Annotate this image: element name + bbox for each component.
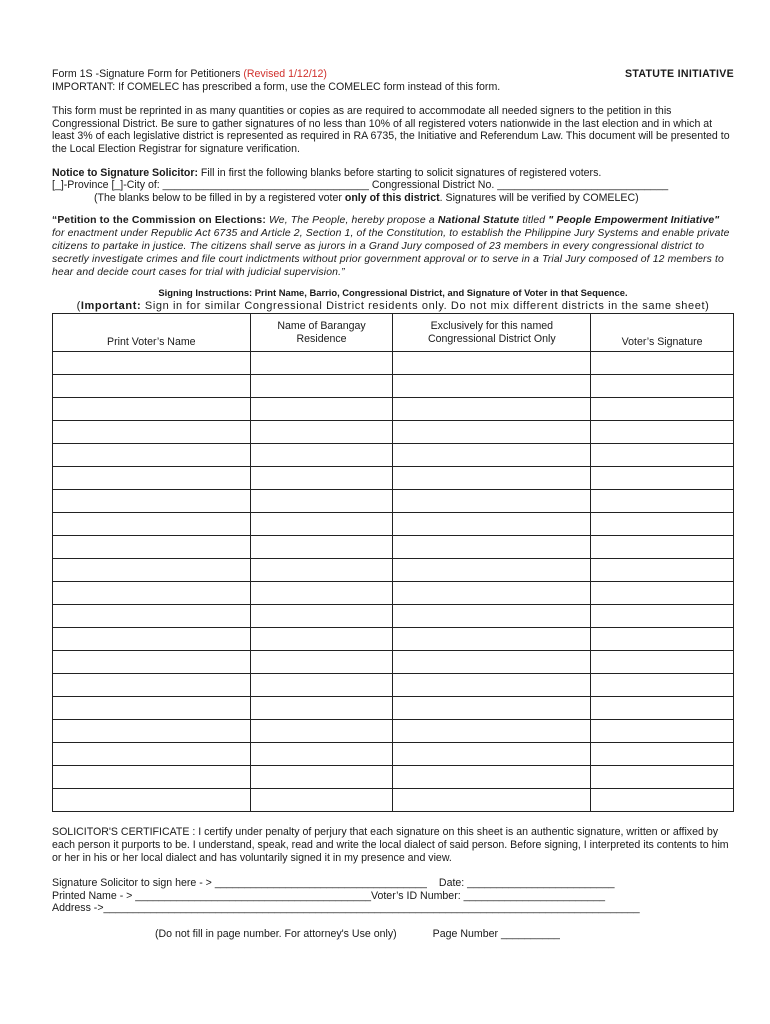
solicitor-signature-field[interactable]: Signature Solicitor to sign here - > ____________________________________ [52, 877, 427, 890]
signature-cell[interactable] [591, 559, 734, 582]
barangay-cell[interactable] [250, 513, 393, 536]
signature-cell[interactable] [591, 697, 734, 720]
barangay-cell[interactable] [250, 674, 393, 697]
signature-cell[interactable] [591, 789, 734, 812]
district-cell[interactable] [393, 720, 591, 743]
district-cell[interactable] [393, 490, 591, 513]
signature-cell[interactable] [591, 421, 734, 444]
blanks-note-c: . Signatures will be verified by COMELEC) [439, 191, 639, 204]
header-barangay: Name of Barangay Residence [250, 314, 393, 352]
table-row [53, 559, 734, 582]
barangay-cell[interactable] [250, 398, 393, 421]
petition-text-a: We, The People, hereby propose a [265, 215, 438, 227]
petition-title: " People Empowerment Initiative" [548, 215, 720, 227]
signing-instructions: Signing Instructions: Print Name, Barrio, Congressional District, and Signature of Voter in that Sequence. [158, 287, 628, 299]
petition-label: “Petition to the Commission on Elections: [52, 215, 266, 227]
voter-name-cell[interactable] [53, 559, 251, 582]
district-cell[interactable] [393, 421, 591, 444]
barangay-cell[interactable] [250, 697, 393, 720]
signature-cell[interactable] [591, 766, 734, 789]
table-row [53, 766, 734, 789]
district-cell[interactable] [393, 582, 591, 605]
voter-name-cell[interactable] [53, 421, 251, 444]
important-comelec-note: IMPORTANT: If COMELEC has prescribed a form, use the COMELEC form instead of this form. [52, 80, 501, 93]
barangay-cell[interactable] [250, 467, 393, 490]
table-row [53, 490, 734, 513]
barangay-cell[interactable] [250, 352, 393, 375]
important-text: Sign in for similar Congressional District residents only. Do not mix different districts in the same sheet) [141, 300, 710, 313]
signature-cell[interactable] [591, 582, 734, 605]
barangay-cell[interactable] [250, 743, 393, 766]
barangay-cell[interactable] [250, 766, 393, 789]
intro-paragraph: This form must be reprinted in as many quantities or copies as are required to accommodate all needed signers to the petition in this Congressional District. Be sure to gather signatures of no less than 10% of all registered voters nationwide in the last election and in which at least 3% of each legislative district is represented as required in RA 6735, the Initiative and Referendum Law. This document will be presented to the Local Election Registrar for signature verification. [52, 105, 730, 155]
barangay-cell[interactable] [250, 444, 393, 467]
notice-text: Fill in first the following blanks before starting to solicit signatures of registered voters. [197, 166, 602, 179]
district-cell[interactable] [393, 352, 591, 375]
district-cell[interactable] [393, 375, 591, 398]
barangay-cell[interactable] [250, 628, 393, 651]
table-row [53, 513, 734, 536]
province-city-district-line: [_]-Province [_]-City of: ___________________________________ Congressional District No. _____________________________ [52, 179, 669, 192]
header-signature: Voter’s Signature [591, 314, 734, 352]
district-cell[interactable] [393, 513, 591, 536]
barangay-cell[interactable] [250, 605, 393, 628]
voter-name-cell[interactable] [53, 444, 251, 467]
signature-cell[interactable] [591, 467, 734, 490]
blanks-note [52, 192, 734, 205]
signature-cell[interactable] [591, 352, 734, 375]
petition-text-b: titled [519, 215, 549, 227]
district-cell[interactable] [393, 605, 591, 628]
signature-form-page [52, 68, 734, 940]
signature-table [52, 313, 734, 812]
sign-here-row [52, 877, 734, 890]
important-label: Important: [80, 300, 142, 313]
district-cell[interactable] [393, 697, 591, 720]
table-row [53, 375, 734, 398]
barangay-cell[interactable] [250, 720, 393, 743]
signature-cell[interactable] [591, 605, 734, 628]
page-number-field: Page Number __________ [432, 927, 560, 940]
signature-cell[interactable] [591, 743, 734, 766]
attorney-use-note: (Do not fill in page number. For attorney's Use only) [155, 927, 397, 940]
petition-paragraph [52, 215, 734, 279]
table-row [53, 421, 734, 444]
table-row [53, 743, 734, 766]
table-row [53, 398, 734, 421]
blanks-note-bold: only of this district [344, 191, 440, 204]
district-cell[interactable] [393, 789, 591, 812]
signature-cell[interactable] [591, 490, 734, 513]
barangay-cell[interactable] [250, 536, 393, 559]
voter-name-cell[interactable] [53, 375, 251, 398]
voter-name-cell[interactable] [53, 490, 251, 513]
form-title: Form 1S -Signature Form for Petitioners [52, 68, 244, 80]
voter-name-cell[interactable] [53, 743, 251, 766]
voter-name-cell[interactable] [53, 628, 251, 651]
district-cell[interactable] [393, 651, 591, 674]
signature-cell[interactable] [591, 674, 734, 697]
district-cell[interactable] [393, 398, 591, 421]
form-header [52, 68, 734, 81]
barangay-cell[interactable] [250, 789, 393, 812]
table-header-row [53, 314, 734, 352]
barangay-cell[interactable] [250, 559, 393, 582]
barangay-cell[interactable] [250, 375, 393, 398]
district-cell[interactable] [393, 674, 591, 697]
table-row [53, 720, 734, 743]
voter-name-cell[interactable] [53, 352, 251, 375]
voter-name-cell[interactable] [53, 766, 251, 789]
voter-name-cell[interactable] [53, 513, 251, 536]
signature-cell[interactable] [591, 536, 734, 559]
page-number-row [52, 928, 734, 941]
district-cell[interactable] [393, 444, 591, 467]
district-cell[interactable] [393, 467, 591, 490]
district-cell[interactable] [393, 559, 591, 582]
barangay-cell[interactable] [250, 490, 393, 513]
signature-cell[interactable] [591, 628, 734, 651]
barangay-cell[interactable] [250, 421, 393, 444]
revision-date: (Revised 1/12/12) [243, 68, 327, 80]
voter-name-cell[interactable] [53, 697, 251, 720]
table-row [53, 444, 734, 467]
district-cell[interactable] [393, 536, 591, 559]
address-field[interactable]: Address ->___________________________________________________________________________________________ [52, 902, 640, 915]
signature-cell[interactable] [591, 651, 734, 674]
blanks-note-a: (The blanks below to be filled in by a registered voter [94, 191, 345, 204]
solicitor-certificate [52, 826, 734, 940]
petition-text-c: for enactment under Republic Act 6735 and Article 2, Section 1, of the Constitution, to establish the Philippine Jury Systems and enable private citizens to partake in justice. The citizens shall serve as jurors in a Grand Jury composed of 23 members in every congressional district to secretly investigate crimes and file court indictments without prior government approval or to serve in a Trial Jury composed of 12 members to hear and decide court cases for trial with judicial supervision.” [52, 228, 730, 278]
signature-cell[interactable] [591, 444, 734, 467]
table-row [53, 789, 734, 812]
printed-name-field[interactable]: Printed Name - > ________________________________________Voter’s ID Number: ________________________ [52, 889, 606, 902]
important-districts-line [52, 300, 734, 312]
notice-paragraph [52, 167, 734, 180]
district-cell[interactable] [393, 628, 591, 651]
table-row [53, 651, 734, 674]
header-district: Exclusively for this named Congressional District Only [393, 314, 591, 352]
table-row [53, 536, 734, 559]
table-row [53, 467, 734, 490]
header-voter-name: Print Voter’s Name [53, 314, 251, 352]
petition-statute: National Statute [437, 215, 520, 227]
voter-name-cell[interactable] [53, 720, 251, 743]
signature-cell[interactable] [591, 720, 734, 743]
district-cell[interactable] [393, 743, 591, 766]
barangay-cell[interactable] [250, 651, 393, 674]
signature-cell[interactable] [591, 375, 734, 398]
district-cell[interactable] [393, 766, 591, 789]
certificate-text: SOLICITOR'S CERTIFICATE : I certify under penalty of perjury that each signature on this sheet is an authentic signature, written or affixed by each person it purports to be. I understand, speak, read and write the local dialect of said person. Before signing, I interpreted its contents to him or her in his or her local dialect and has voluntarily signed it in my presence and view. [52, 826, 729, 864]
voter-name-cell[interactable] [53, 651, 251, 674]
signature-cell[interactable] [591, 398, 734, 421]
date-field[interactable]: Date: _________________________ [438, 877, 615, 890]
voter-name-cell[interactable] [53, 674, 251, 697]
voter-name-cell[interactable] [53, 582, 251, 605]
barangay-cell[interactable] [250, 582, 393, 605]
voter-name-cell[interactable] [53, 467, 251, 490]
voter-name-cell[interactable] [53, 605, 251, 628]
voter-name-cell[interactable] [53, 398, 251, 421]
notice-label: Notice to Signature Solicitor: [52, 166, 198, 179]
voter-name-cell[interactable] [53, 536, 251, 559]
table-row [53, 582, 734, 605]
voter-name-cell[interactable] [53, 789, 251, 812]
important-open-paren: ( [76, 300, 81, 313]
signature-cell[interactable] [591, 513, 734, 536]
table-row [53, 697, 734, 720]
statute-initiative-label: STATUTE INITIATIVE [625, 68, 734, 80]
table-row [53, 628, 734, 651]
table-row [53, 674, 734, 697]
table-row [53, 352, 734, 375]
table-row [53, 605, 734, 628]
